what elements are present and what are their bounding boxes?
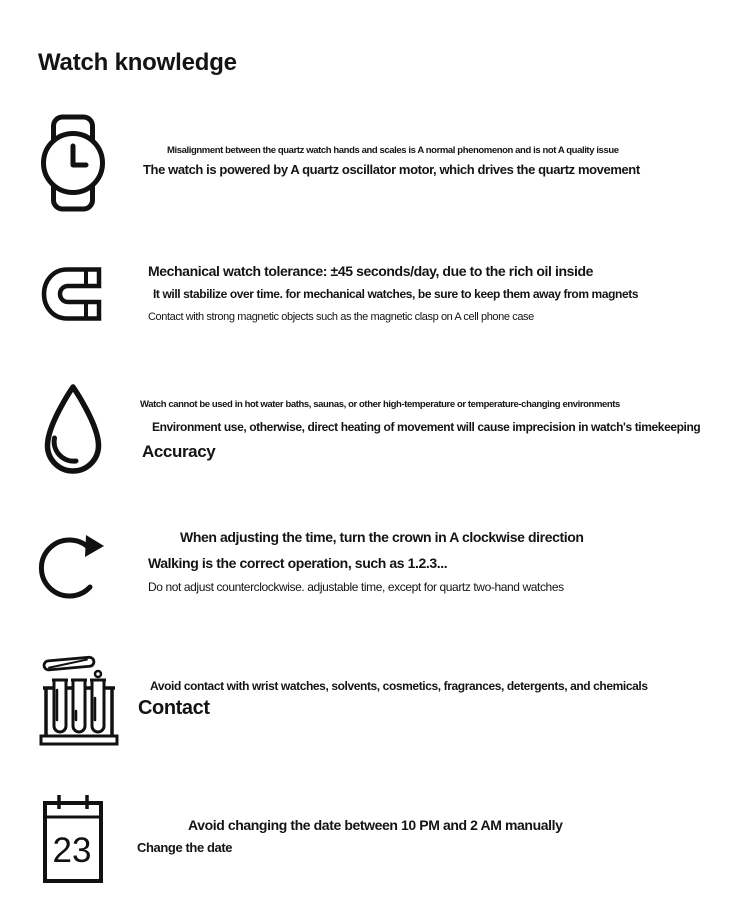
adjust-time-line-3: Do not adjust counterclockwise. adjustable time, except for quartz two-hand watches [148,580,564,594]
wristwatch-icon [41,114,105,212]
quartz-line-2: The watch is powered by A quartz oscillator motor, which drives the quartz movement [143,162,640,177]
rotate-clockwise-icon [37,526,105,604]
magnetism-line-3: Contact with strong magnetic objects such as the magnetic clasp on A cell phone case [148,311,534,323]
adjust-time-line-2: Walking is the correct operation, such as 1.2.3... [148,555,448,571]
change-date-line-1: Avoid changing the date between 10 PM and 2 AM manually [188,817,563,833]
magnetism-line-2: It will stabilize over time. for mechanical watches, be sure to keep them away from magnets [153,287,639,301]
contact-line-1: Avoid contact with wrist watches, solvents, cosmetics, fragrances, detergents, and chemicals [150,679,648,693]
page-title: Watch knowledge [38,49,237,77]
adjust-time-line-1: When adjusting the time, turn the crown in A clockwise direction [180,529,584,545]
test-tubes-icon [36,647,122,749]
accuracy-heading: Accuracy [142,442,216,461]
water-drop-icon [40,382,106,480]
change-date-line-2: Change the date [137,840,233,855]
magnet-icon [40,266,104,322]
accuracy-line-2: Environment use, otherwise, direct heating of movement will cause imprecision in watch's timekeeping [152,420,701,434]
quartz-line-1: Misalignment between the quartz watch hands and scales is A normal phenomenon and is not A quality issue [167,145,619,156]
contact-heading: Contact [138,697,210,719]
calendar-icon [42,794,104,884]
calendar-date-text: 23 [52,831,92,870]
magnetism-line-1: Mechanical watch tolerance: ±45 seconds/day, due to the rich oil inside [148,263,594,279]
accuracy-line-1: Watch cannot be used in hot water baths, saunas, or other high-temperature or temperature-changing environments [140,399,620,410]
